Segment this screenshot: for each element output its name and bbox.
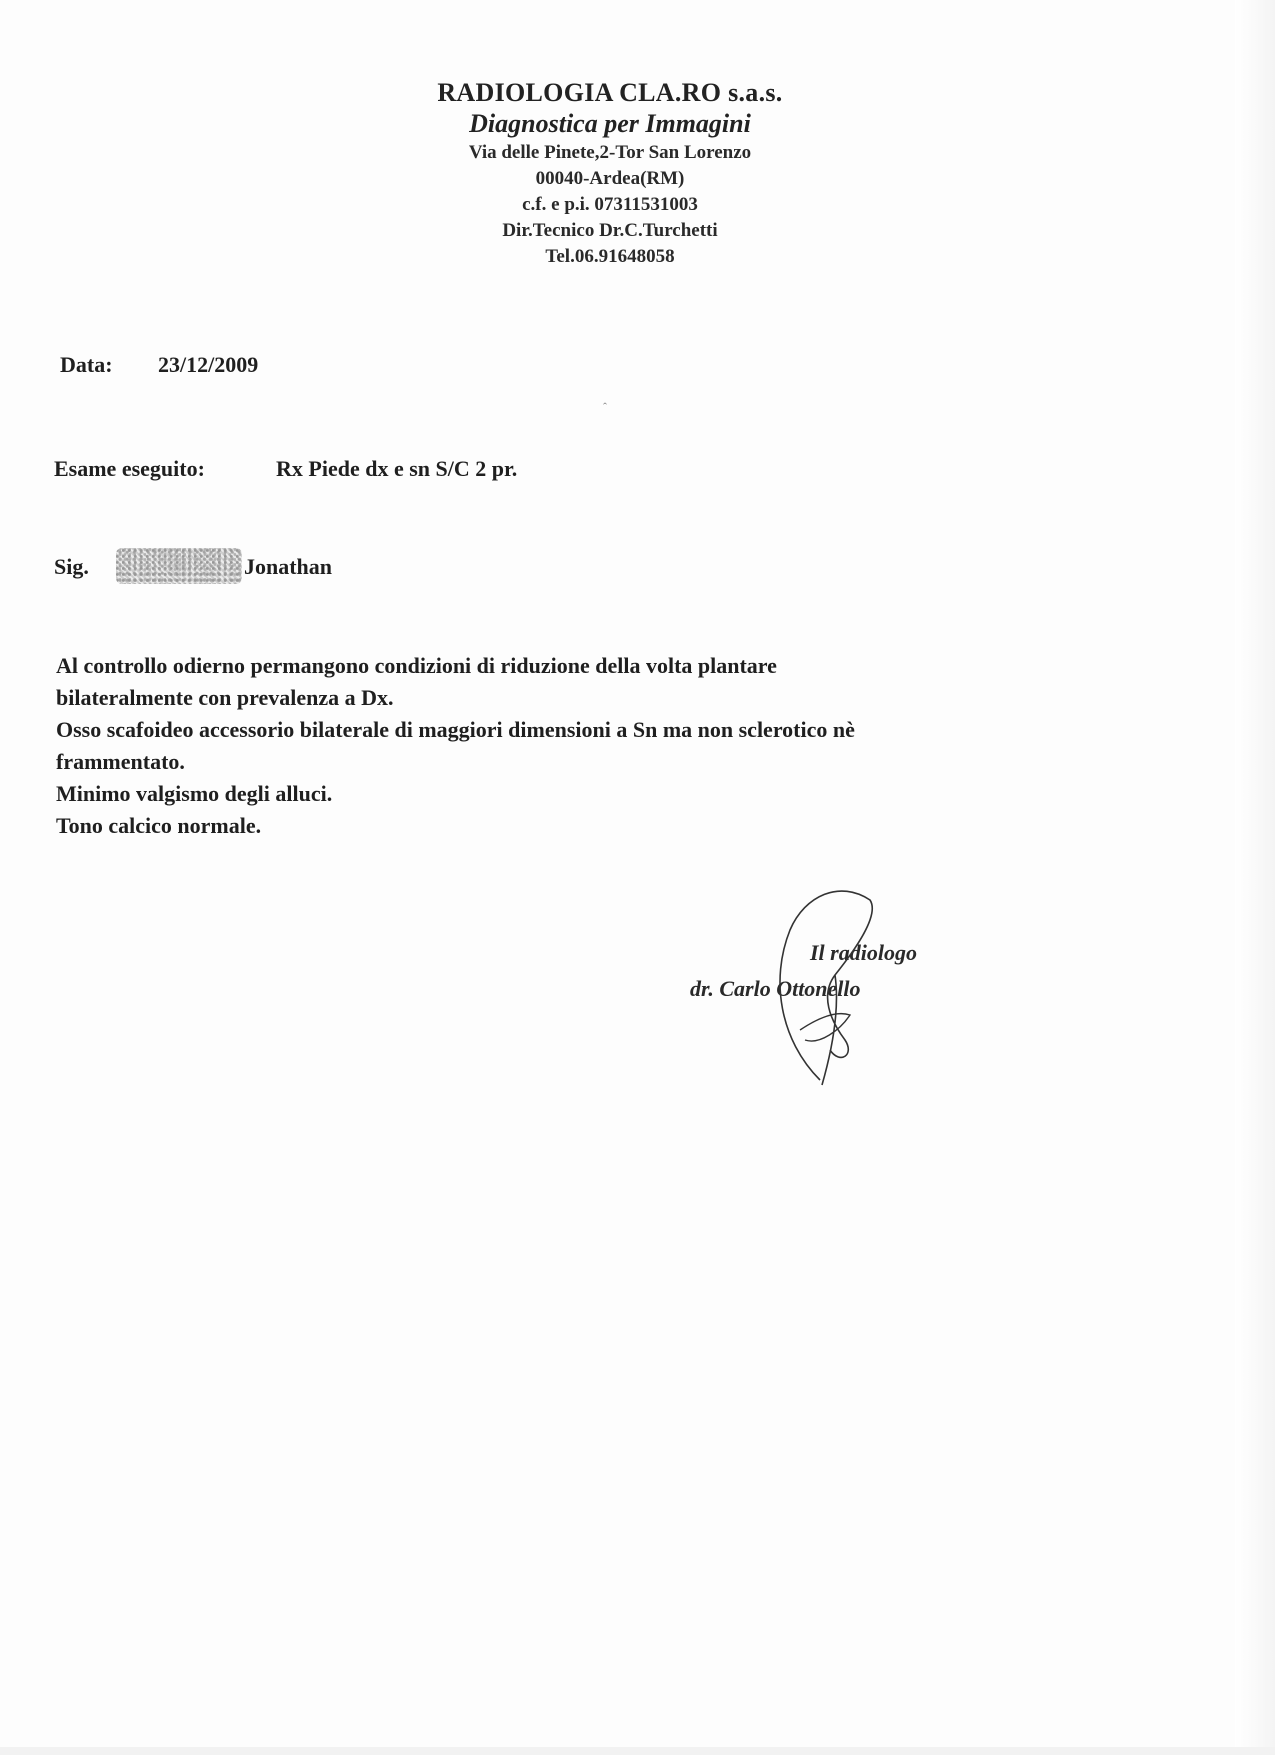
exam-label: Esame eseguito: [54, 456, 205, 481]
report-line: Al controllo odierno permangono condizioni di riduzione della volta plantare [56, 653, 777, 678]
patient-name: Jonathan [244, 554, 333, 579]
company-tax-id: c.f. e p.i. 07311531003 [522, 194, 698, 215]
report-line: Osso scafoideo accessorio bilaterale di maggiori dimensioni a Sn ma non sclerotico nè [56, 717, 855, 742]
company-subtitle: Diagnostica per Immagini [469, 109, 751, 138]
company-director: Dir.Tecnico Dr.C.Turchetti [502, 220, 718, 241]
report-line: Tono calcico normale. [56, 813, 262, 838]
report-line: bilateralmente con prevalenza a Dx. [56, 685, 394, 710]
company-phone: Tel.06.91648058 [545, 246, 675, 267]
company-city: 00040-Ardea(RM) [535, 168, 685, 189]
date-value: 23/12/2009 [158, 352, 259, 377]
company-name: RADIOLOGIA CLA.RO s.a.s. [437, 78, 783, 107]
signature-title: Il radiologo [810, 940, 917, 965]
report-line: Minimo valgismo degli alluci. [56, 781, 333, 806]
handwritten-signature [760, 880, 900, 1090]
signature-doctor: dr. Carlo Ottonello [690, 976, 861, 1001]
exam-value: Rx Piede dx e sn S/C 2 pr. [276, 456, 518, 481]
report-body [56, 650, 1156, 842]
scan-speck: ˆ [603, 400, 607, 414]
patient-label: Sig. [54, 554, 89, 579]
date-label: Data: [60, 352, 113, 377]
redacted-surname [116, 548, 242, 584]
scan-edge [1235, 0, 1275, 1755]
report-line: frammentato. [56, 749, 185, 774]
scan-edge-bottom [0, 1747, 1275, 1755]
company-address: Via delle Pinete,2-Tor San Lorenzo [468, 142, 752, 163]
letterhead [310, 78, 910, 270]
